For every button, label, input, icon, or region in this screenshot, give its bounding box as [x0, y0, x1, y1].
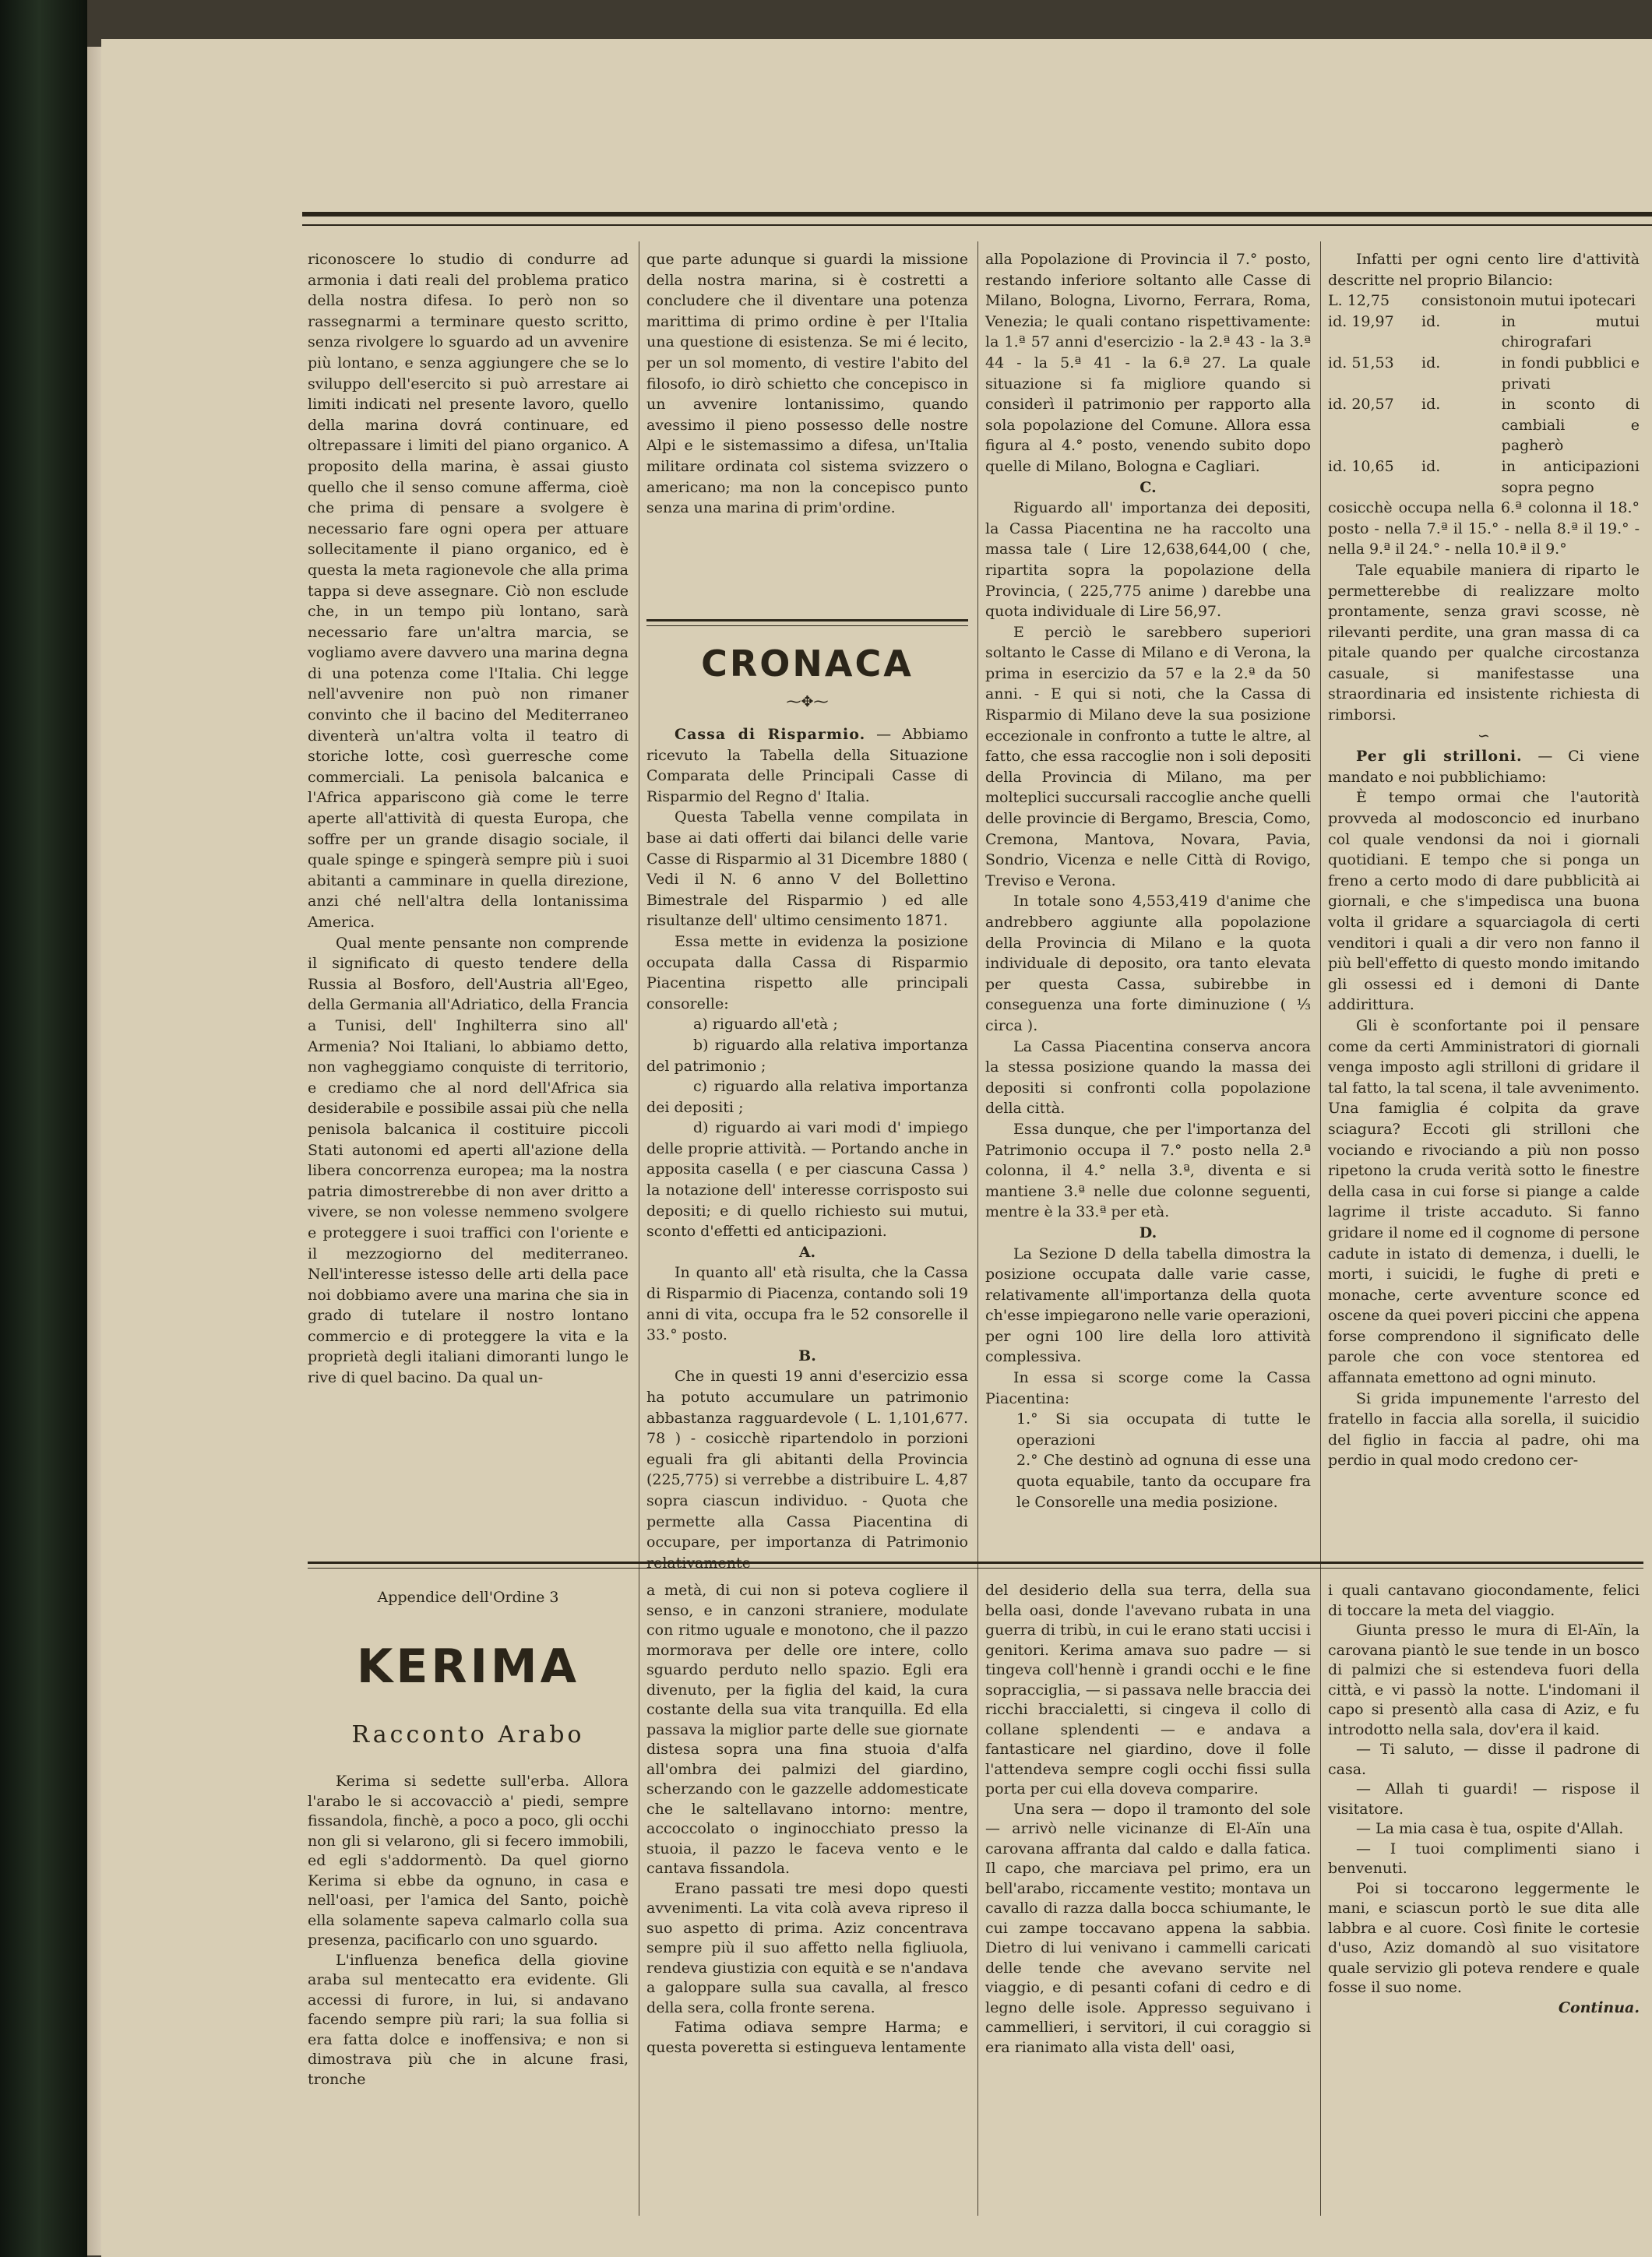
cassa-intro: — Abbiamo ricevuto la Tabella della Situazione Comparata delle Principali Casse di Risparmio del Regno d' Italia.	[646, 726, 969, 805]
feuilleton-column-1	[308, 1772, 629, 2090]
column-divider	[1320, 241, 1321, 1581]
table-row	[1328, 394, 1640, 456]
section-ornament: ∽	[1478, 727, 1490, 745]
column-2-cronaca	[646, 724, 968, 1573]
feuilleton-c4-p2: Giunta presso le mura di El-Aïn, la carovana piantò le sue tende in un bosco di palmizi che si estendeva fuori della città, e vi passò la notte. L'indomani il capo si presentò alla casa di Aziz, e fu introdotto nella sala, dov'era il kaid.	[1328, 1621, 1640, 1738]
table-cell: in mutui ipotecari	[1501, 292, 1636, 310]
col3-item-1: 1.° Si sia occupata di tutte le operazioni	[1016, 1410, 1311, 1449]
section-a-paragraph: In quanto all' età risulta, che la Cassa di Risparmio di Piacenza, contando soli 19 anni di vita, occupa fra le 52 consorelle il 33.° posto.	[646, 1264, 968, 1344]
column-divider	[977, 1577, 978, 2216]
feuilleton-c2-p2: Erano passati tre mesi dopo questi avvenimenti. La vita colà aveva ripreso il suo aspetto di prima. Aziz concentrava sempre più il suo affetto nella figliuola, rendeva giustizia con equità e se n'andava a galoppare sulla sua cavalla, al fresco della sera, colla fronte serena.	[646, 1879, 968, 2016]
table-cell: id.	[1421, 354, 1441, 371]
feuilleton-c4-p4: — Allah ti guardi! — rispose il visitatore.	[1328, 1780, 1640, 1818]
cassa-item-b: b) riguardo alla relativa importanza del patrimonio ;	[646, 1036, 968, 1075]
feuilleton-c4-p3: — Ti saluto, — disse il padrone di casa.	[1328, 1741, 1640, 1778]
appendix-label: Appendice dell'Ordine 3	[377, 1589, 559, 1606]
col3-paragraph-2: Riguardo all' importanza dei depositi, la Cassa Piacentina ne ha raccolto una massa tale ( Lire 12,638,644,00 ( che, ripartita sopra la popolazione della Provincia, ( 225,775 anime ) darebbe una quota individuale di Lire 56,97.	[985, 499, 1311, 621]
cronaca-title: CRONACA	[701, 643, 914, 685]
column-4	[1328, 249, 1640, 1471]
top-rule	[302, 212, 1652, 226]
table-cell: L. 12,75	[1328, 292, 1390, 310]
strilloni-intro: — Ci viene mandato e noi pubblichiamo:	[1328, 748, 1640, 786]
feuilleton-c2-p3: Fatima odiava sempre Harma; e questa poveretta si estingueva lentamente	[646, 2019, 968, 2056]
cronaca-rule	[646, 619, 968, 626]
feuilleton-c4-p1: i quali cantavano giocondamente, felici di toccare la meta del viaggio.	[1328, 1582, 1640, 1619]
table-row	[1328, 353, 1640, 394]
col3-paragraph-5: La Cassa Piacentina conserva ancora la stessa posizione quando la massa dei depositi si confronti colla popolazione della città.	[985, 1037, 1311, 1118]
feuilleton-c4-p5: — La mia casa è tua, ospite d'Allah.	[1356, 1820, 1624, 1837]
cassa-item-c: c) riguardo alla relativa importanza dei depositi ;	[646, 1078, 968, 1116]
section-a-letter: A.	[798, 1243, 816, 1261]
table-cell: id.	[1421, 457, 1441, 475]
col3-item-2: 2.° Che destinò ad ognuna di esse una quota equabile, tanto da occupare fra le Consorelle una media posizione.	[1016, 1452, 1311, 1511]
col2-paragraph-1: que parte adunque si guardi la missione della nostra marina, si è costretti a concludere che il diventare una potenza marittima di primo ordine è per l'Italia una questione di esistenza. Se mi é lecito, per un sol momento, di vestire l'abito del filosofo, io dirò schietto che concepisco in un avvenire lontanissimo, quando avessimo il pieno possesso delle nostre Alpi e le sistemassimo a difesa, un'Italia militare ordinata col sistema svizzero o americano; ma non la concepisco punto senza una marina di prim'ordine.	[646, 251, 968, 517]
book-binding	[0, 0, 87, 2257]
column-2	[646, 249, 968, 519]
cronaca-ornament: ⁓✥⁓	[786, 693, 829, 710]
table-cell: id.	[1421, 396, 1441, 414]
table-cell: id. 51,53	[1328, 354, 1394, 371]
feuilleton-c4-p6: — I tuoi complimenti siano i benvenuti.	[1328, 1840, 1640, 1877]
feuilleton-column-2	[646, 1581, 968, 2058]
col3-paragraph-1: alla Popolazione di Provincia il 7.° posto, restando inferiore soltanto alle Casse di Milano, Bologna, Livorno, Ferrara, Roma, Venezia; le quali contano rispettivamente: la 1.ª 57 anni d'esercizio - la 2.ª 43 - la 3.ª 44 - la 5.ª 41 - la 6.ª 27. La quale situazione si fa migliore quando si considerì il patrimonio per rapporto alla sola popolazione del Comune. Allora essa figura al 4.° posto, venendo subito dopo quelle di Milano, Bologna e Cagliari.	[985, 251, 1311, 475]
table-cell: in anticipazioni sopra pegno	[1501, 457, 1640, 496]
strilloni-paragraph-1: È tempo ormai che l'autorità provveda al modosconcio ed inurbano col quale vendonsi da noi i giornali quotidiani. E tempo che si ponga un freno a certo modo di dare pubblicità ai giornali, e che s'impedisca una buona volta il gridare a squarciagola di certi venditori i quali a dir vero non fanno il più bell'effetto di questo mondo imitando gli ossessi ed i demoni di Dante addirittura.	[1328, 789, 1640, 1014]
table-row	[1328, 290, 1640, 312]
feuilleton-rule	[308, 1562, 1643, 1569]
col3-paragraph-4: In totale sono 4,553,419 d'anime che andrebbero aggiunte alla popolazione della Provincia di Milano e la quota individuale di deposito, ora tanto elevata per questa Cassa, subirebbe in conseguenza una forte diminuzione ( ⅓ circa ).	[985, 893, 1311, 1034]
table-cell: id. 10,65	[1328, 457, 1394, 475]
cassa-item-d: d) riguardo ai vari modi d' impiego delle proprie attività. — Portando anche in apposita casella ( e per ciascuna Cassa ) la notazione dell' interesse corrisposto sui depositi; e di quello richiesto sui mutui, sconto d'effetti ed anticipazioni.	[646, 1119, 968, 1241]
col3-paragraph-7: La Sezione D della tabella dimostra la posizione occupata dalle varie casse, relativamente all'importanza della quota ch'esse impiegarono nelle varie operazioni, per ogni 100 lire della loro attività complessiva.	[985, 1245, 1311, 1366]
col1-paragraph-1: riconoscere lo studio di condurre ad armonia i dati reali del problema pratico della nostra difesa. Io però non so rassegnarmi a terminare questo scritto, senza rivolgere lo sguardo ad un avvenire più lontano, e senza aggiungere che se lo sviluppo dell'esercito si può arrestare ai limiti indicati nel presente lavoro, quello della marina dovrá continuare, ed oltrepassare i limiti del piano organico. A proposito della marina, è assai giusto quello che il senso comune afferma, cioè che prima di pensare a svolgere è necessario fare ogni opera per attuare sollecitamente il piano organico, ed è questa la meta ragionevole che alla prima tappa si deve assegnare. Ciò non esclude che, in un tempo più lontano, sarà necessario fare un'altra marcia, se vogliamo avere davvero una marina degna di una potenza come l'Italia. Chi legge nell'avvenire non può non rimaner convinto che il bacino del Mediterraneo diventerà un'altra volta il teatro di storiche lotte, così guerresche come commerciali. La penisola balcanica e l'Africa appariscono già come le terre aperte all'attività di questa Europa, che soffre per un grande disagio sociale, il quale spinge e spingerà sempre più i suoi abitanti a camminare in quella direzione, anzi ché nell'altra della lontanissima America.	[308, 251, 629, 931]
feuilleton-c3-p1: del desiderio della sua terra, della sua bella oasi, donde l'avevano rubata in una guerra di tribù, in cui le erano stati uccisi i genitori. Kerima amava suo padre — si tingeva coll'hennè i grandi occhi e le fine sopracciglia, — si passava nelle braccia dei ricchi braccialetti, si cingeva il collo di collane splendenti — e andava a fantasticare nel giardino, dove il folle l'attendeva sempre cogli occhi fissi sulla porta per cui ella doveva comparire.	[985, 1582, 1311, 1798]
feuilleton-c1-p2: L'influenza benefica della giovine araba sul mentecatto era evidente. Gli accessi di furore, in lui, si andavano facendo sempre più rari; la sua follia si era fatta dolce e inoffensiva; e non si dimostrava più che in alcune frasi, tronche	[308, 1951, 629, 2088]
table-cell: in mutui chirografari	[1501, 312, 1640, 351]
column-divider	[977, 241, 978, 1581]
table-row	[1328, 456, 1640, 498]
table-cell: id. 19,97	[1328, 312, 1394, 330]
table-row	[1328, 312, 1640, 353]
column-divider	[1320, 1577, 1321, 2216]
feuilleton-c4-p7: Poi si toccarono leggermente le mani, e sciascun portò le sue dita alle labbra e al cuore. Così finite le cortesie d'uso, Aziz domandò al suo visitatore quale servizio gli poteva rendere e quale fosse il suo nome.	[1328, 1879, 1640, 1996]
col4-paragraph-3: Tale equabile maniera di riparto le permetterebbe di realizzare molto prontamente, senza gravi scosse, nè rilevanti perdite, una gran massa di ca pitale quando per qualche circostanza casuale, si manifestasse una straordinaria ed insistente richiesta di rimborsi.	[1328, 561, 1640, 724]
table-cell: id. 20,57	[1328, 396, 1394, 414]
col4-paragraph-1: Infatti per ogni cento lire d'attività descritte nel proprio Bilancio:	[1328, 251, 1640, 289]
cassa-paragraph-3: Essa mette in evidenza la posizione occupata dalla Cassa di Risparmio Piacentina rispetto alle principali consorelle:	[646, 932, 968, 1012]
feuilleton-c2-p1: a metà, di cui non si poteva cogliere il senso, e in canzoni straniere, modulate con ritmo uguale e monotono, che il pazzo mormorava per delle ore intere, collo sguardo perduto nello spazio. Egli era divenuto, per la figlia del kaid, la cura costante della sua vita tranquilla. Ed ella passava la miglior parte delle sue giornate distesa sopra una fina stuoia d'alfa all'ombra dei palmizi del giardino, scherzando con le gazzelle addomesticate che le saltellavano intorno: mentre, accoccolato o inginocchiato presso la stuoia, il pazzo le faceva vento e le cantava fissandola.	[646, 1582, 968, 1877]
strilloni-heading: Per gli strilloni.	[1356, 748, 1523, 766]
table-cell: consistono	[1421, 292, 1502, 310]
newspaper-page	[101, 39, 1652, 2257]
feuilleton-c3-p2: Una sera — dopo il tramonto del sole — arrivò nelle vicinanze di El-Aïn una carovana affranta dal caldo e dalla fatica. Il capo, che marciava pel primo, era un bell'arabo, riccamente vestito; montava un cavallo di razza dalla bocca schiumante, le cui zampe toccavano appena la sabbia. Dietro di lui venivano i cammelli caricati delle tende che avevano servite nel viaggio, e di pesanti cofani di cedro e di legno delle isole. Appresso seguivano i cammellieri, i servitori, il cui coraggio si era rianimato alla vista dell' oasi,	[985, 1800, 1311, 2056]
cassa-item-a: a) riguardo all'età ;	[693, 1016, 838, 1033]
feuilleton-column-4	[1328, 1581, 1640, 2018]
table-cell: in sconto di cambiali e pagherò	[1501, 396, 1640, 455]
feuilleton-column-3	[985, 1581, 1311, 2058]
cassa-heading: Cassa di Risparmio.	[675, 726, 866, 743]
table-cell: in fondi pubblici e privati	[1501, 354, 1640, 393]
section-c-letter: C.	[1139, 478, 1157, 496]
column-3	[985, 249, 1311, 1512]
col3-paragraph-8: In essa si scorge come la Cassa Piacentina:	[985, 1369, 1311, 1407]
strilloni-paragraph-2: Gli è sconfortante poi il pensare come da certi Amministratori di giornali venga imposto agli strilloni di gridare il tal fatto, la tal scena, il tale avvenimento. Una famiglia é colpita da grave sciagura? Eccoti gli strilloni che vociando e rivociando a più non posso ripetono la cruda verità sotto le finestre della casa in cui forse si piange a calde lagrime il triste accaduto. Si fanno gridare il nome ed il cognome di persone cadute in istato di demenza, i duelli, le morti, i suicidi, le fughe di preti e monache, certe avventure sconce ed oscene da quei poveri piccini che appena forse comprendono il significato delle parole che con voce stentorea ed affannata emettono ad ogni minuto.	[1328, 1016, 1640, 1387]
col1-paragraph-2: Qual mente pensante non comprende il significato di questo tendere della Russia al Bosforo, dell'Austria all'Egeo, della Germania all'Adriatico, della Francia a Tunisi, dell' Inghilterra sino all' Armenia? Noi Italiani, lo abbiamo detto, non vagheggiamo conquiste di territorio, e crediamo che al nord dell'Africa sia desiderabile e possibile assai più che nella penisola balcanica il costituire piccoli Stati autonomi ed aperti all'azione della libera concorrenza europea; ma la nostra patria dimostrerebbe di non aver dritto a vivere, se non volesse nemmeno svolgere e proteggere i suoi traffici con l'oriente e il mezzogiorno del mediterraneo. Nell'interesse istesso delle arti della pace noi dobbiamo avere una marina che sia in grado di tutelare il nostro lontano commercio e di proteggere la vita e la proprietà degli italiani dimoranti lungo le rive di quel bacino. Da qual un-	[308, 934, 629, 1387]
section-b-letter: B.	[798, 1347, 816, 1364]
section-b-paragraph: Che in questi 19 anni d'esercizio essa ha potuto accumulare un patrimonio abbastanza ragguardevole ( L. 1,101,677. 78 ) - cosicchè ripartendolo in porzioni eguali fra gli abitanti della Provincia (225,775) si verrebbe a distribuire L. 4,87 sopra ciascun individuo. - Quota che permette alla Cassa Piacentina di occupare, per importanza di Patrimonio relativamente	[646, 1368, 968, 1572]
story-subtitle: Racconto Arabo	[351, 1721, 585, 1748]
feuilleton-c1-p1: Kerima si sedette sull'erba. Allora l'arabo le si accovacciò a' piedi, sempre fissandola, finchè, a poco a poco, gli occhi non gli si velarono, gli si fecero immobili, ed egli s'addormentò. Da quel giorno Kerima si ebbe da ognuno, in casa e nell'oasi, per l'amica del Santo, poichè ella solamente sapeva calmarlo colla sua presenza, pacificarlo con uno sguardo.	[308, 1773, 629, 1949]
story-title: KERIMA	[356, 1639, 580, 1694]
column-1	[308, 249, 629, 1389]
continua-label: Continua.	[1558, 1998, 1640, 2016]
col3-paragraph-3: E perciò le sarebbero superiori soltanto le Casse di Milano e di Verona, la prima in esercizio da 57 e la 2.ª da 50 anni. - E qui si noti, che la Cassa di Risparmio di Milano deve la sua posizione eccezionale in confronto a tutte le altre, al fatto, che essa raccoglie non i soli depositi della Provincia di Milano, ma per molteplici succursali raccoglie anche quelli delle provincie di Bergamo, Brescia, Como, Cremona, Mantova, Novara, Pavia, Sondrio, Vicenza e nelle Città di Rovigo, Treviso e Verona.	[985, 623, 1311, 889]
cassa-paragraph-2: Questa Tabella venne compilata in base ai dati offerti dai bilanci delle varie Casse di Risparmio al 31 Dicembre 1880 ( Vedi il N. 6 anno V del Bollettino Bimestrale del Risparmio ) ed alle risultanze dell' ultimo censimento 1871.	[646, 808, 968, 930]
section-d-letter: D.	[1139, 1224, 1157, 1241]
investment-table	[1328, 290, 1640, 498]
col3-paragraph-6: Essa dunque, che per l'importanza del Patrimonio occupa il 7.° posto nella 2.ª colonna, il 4.° nella 3.ª, diventa e si mantiene 3.ª nelle due colonne seguenti, mentre è la 33.ª per età.	[985, 1120, 1311, 1221]
table-cell: id.	[1421, 312, 1441, 330]
strilloni-paragraph-3: Si grida impunemente l'arresto del fratello in faccia alla sorella, il suicidio del figlio in faccia al padre, ohi ma perdio in qual modo credono cer-	[1328, 1389, 1640, 1470]
col4-paragraph-2: cosicchè occupa nella 6.ª colonna il 18.° posto - nella 7.ª il 15.° - nella 8.ª il 19.° - nella 9.ª il 24.° - nella 10.ª il 9.°	[1328, 499, 1640, 558]
